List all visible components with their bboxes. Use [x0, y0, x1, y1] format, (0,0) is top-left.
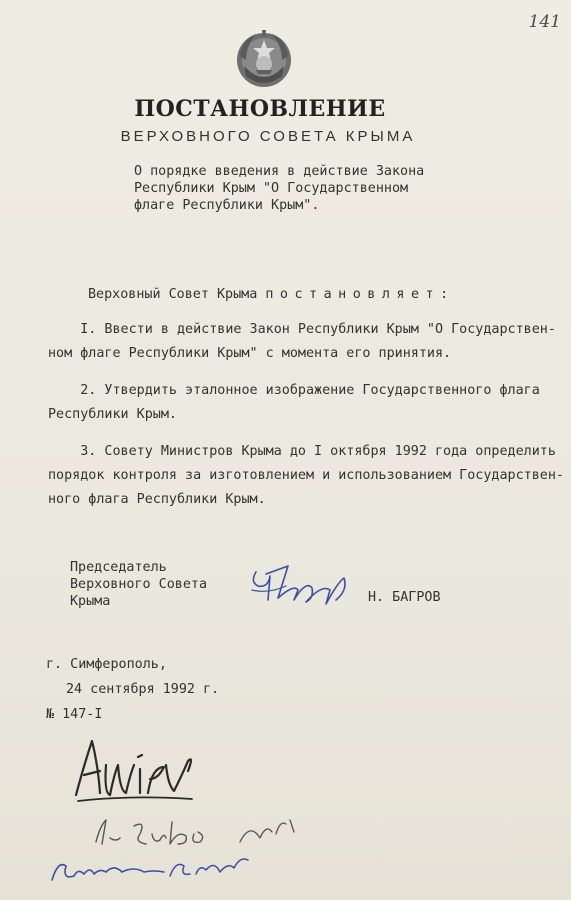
resolution-item-2	[48, 379, 558, 427]
item-line: I. Ввести в действие Закон Республики Крым "О Государствен-	[48, 322, 556, 337]
preamble-text: Верховный Совет Крыма	[88, 287, 266, 302]
preamble-colon: :	[440, 287, 449, 302]
preamble-verb: постановляет	[265, 287, 441, 302]
handwritten-signature-1	[70, 735, 200, 815]
date: 24 сентября 1992 г.	[66, 682, 220, 697]
chairman-signature	[248, 560, 368, 608]
document-title: ПОСТАНОВЛЕНИЕ	[134, 96, 386, 122]
position-line: Председатель	[70, 560, 167, 575]
coat-of-arms-emblem	[232, 26, 296, 90]
document-number: № 147-I	[46, 707, 103, 722]
document-subject	[134, 163, 424, 214]
item-line: ного флага Республики Крым.	[48, 492, 266, 507]
item-line: 2. Утвердить эталонное изображение Государственного флага	[48, 383, 540, 398]
position-line: Верховного Совета	[70, 577, 208, 592]
subject-line: О порядке введения в действие Закона	[134, 164, 425, 179]
subject-line: флаге Республики Крым".	[134, 198, 320, 213]
place-and-date	[46, 652, 219, 727]
item-line: ном флаге Республики Крым" с момента его принятия.	[48, 346, 452, 361]
resolution-item-3	[48, 440, 564, 512]
subject-line: Республики Крым "О Государственном	[134, 181, 409, 196]
preamble	[88, 287, 448, 302]
item-line: порядок контроля за изготовлением и использованием Государствен-	[48, 468, 564, 483]
signatory-name: Н. БАГРОВ	[368, 590, 441, 605]
position-line: Крыма	[70, 594, 111, 609]
item-line: 3. Совету Министров Крыма до I октября 1992 года определить	[48, 444, 556, 459]
handwritten-signature-3	[44, 846, 274, 890]
document-subtitle: ВЕРХОВНОГО СОВЕТА КРЫМА	[120, 128, 416, 145]
resolution-item-1	[48, 318, 558, 366]
signatory-position	[70, 559, 207, 610]
place: г. Симферополь,	[46, 657, 167, 672]
archive-page-number: 141	[528, 12, 561, 32]
item-line: Республики Крым.	[48, 407, 177, 422]
